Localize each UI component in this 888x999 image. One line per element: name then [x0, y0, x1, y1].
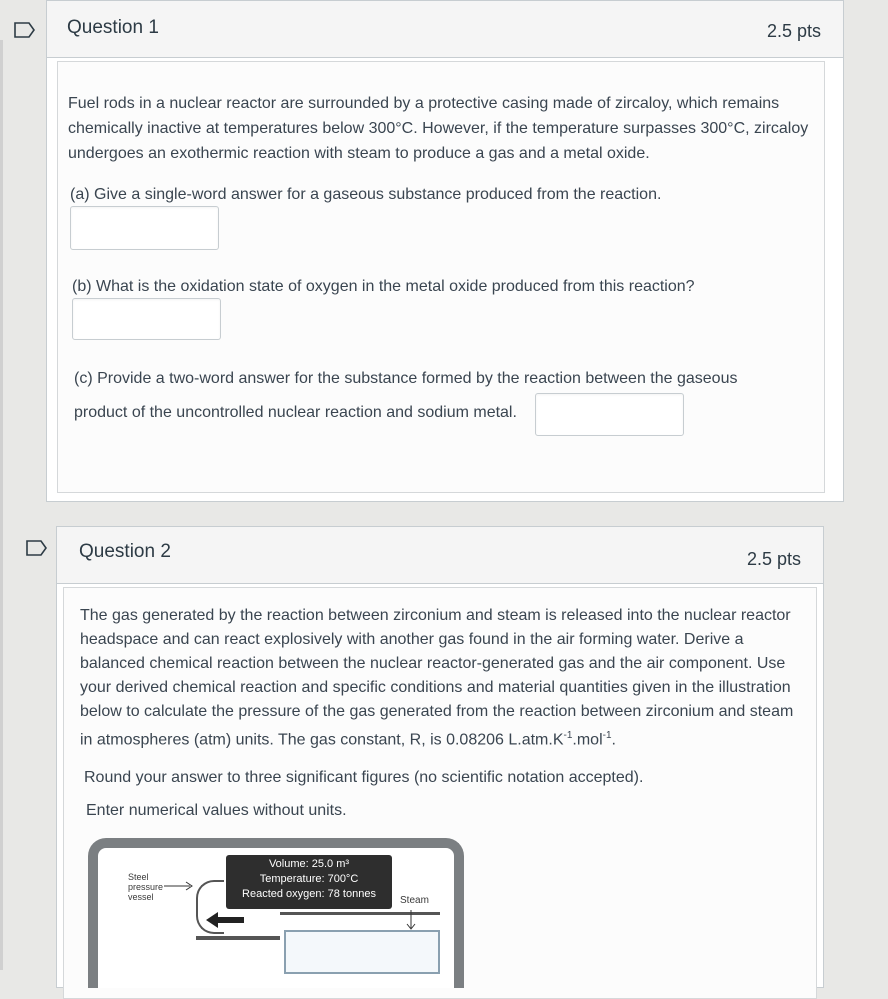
answer-input-b[interactable] [72, 298, 221, 340]
question-1-card [46, 0, 844, 502]
temperature-text: Temperature: 700°C [259, 873, 359, 885]
volume-text: Volume: 25.0 m³ [268, 858, 350, 870]
question-1-header [47, 1, 843, 58]
period: . [611, 731, 616, 749]
unit-mol: .mol [572, 731, 603, 749]
question-2-points: 2.5 pts [746, 549, 801, 569]
question-2-round-note: Round your answer to three significant figures (no scientific notation accepted). [84, 769, 644, 786]
question-1-part-b: (b) What is the oxidation state of oxygen in the metal oxide produced from this reaction? [72, 278, 695, 295]
flag-question-icon[interactable] [26, 540, 48, 556]
question-2-intro: The gas generated by the reaction between zirconium and steam is released into the nuclear reactor headspace and can react explosively with another gas found in the air forming water. Derive a balanced chemical reaction between the nuclear reactor-generated gas and the air component. Use your derived chemical reaction and specific conditions and material quantities given in the illustration below to calculate the pressure of the gas generated from the reaction between zirconium and steam in atmospheres (atm) units. The gas constant, R, is 0.08206 L.atm.K [80, 607, 794, 749]
steam-label: Steam [400, 895, 429, 906]
reacted-oxygen-text: Reacted oxygen: 78 tonnes [242, 888, 376, 900]
conditions-label [226, 855, 392, 909]
question-1-points: 2.5 pts [766, 21, 821, 41]
vessel-label-line: Steel [128, 872, 149, 882]
vessel-label [128, 872, 163, 902]
exponent: -1 [602, 730, 612, 741]
question-1-part-c-line2: product of the uncontrolled nuclear reaction and sodium metal. [74, 404, 517, 421]
pipe [196, 936, 280, 940]
question-2-units-note: Enter numerical values without units. [86, 802, 347, 819]
arrow-left-icon [204, 912, 246, 928]
answer-input-a[interactable] [70, 206, 219, 250]
vessel-label-line: pressure [128, 882, 164, 892]
arrow-right-icon [164, 880, 194, 892]
steam-chamber [284, 930, 440, 974]
arrow-down-icon [405, 910, 417, 930]
question-1-text: Fuel rods in a nuclear reactor are surrounded by a protective casing made of zircaloy, which remains chemically inactive at temperatures below 300°C. However, if the temperature surpasses 300°C, zircaloy undergoes an exothermic reaction with steam to produce a gas and a metal oxide. [68, 95, 809, 162]
question-1-title: Question 1 [67, 17, 159, 38]
question-1-part-c-line1: (c) Provide a two-word answer for the substance formed by the reaction between the gaseous [74, 370, 738, 387]
vessel-label-line: vessel [128, 892, 154, 902]
question-1-part-a: (a) Give a single-word answer for a gaseous substance produced from the reaction. [70, 186, 662, 203]
left-edge [0, 40, 3, 970]
flag-question-icon[interactable] [14, 22, 36, 38]
answer-input-c[interactable] [535, 393, 684, 436]
exponent: -1 [563, 730, 573, 741]
question-2-header [57, 527, 823, 584]
question-2-title: Question 2 [79, 541, 171, 562]
question-2-text [80, 604, 800, 752]
